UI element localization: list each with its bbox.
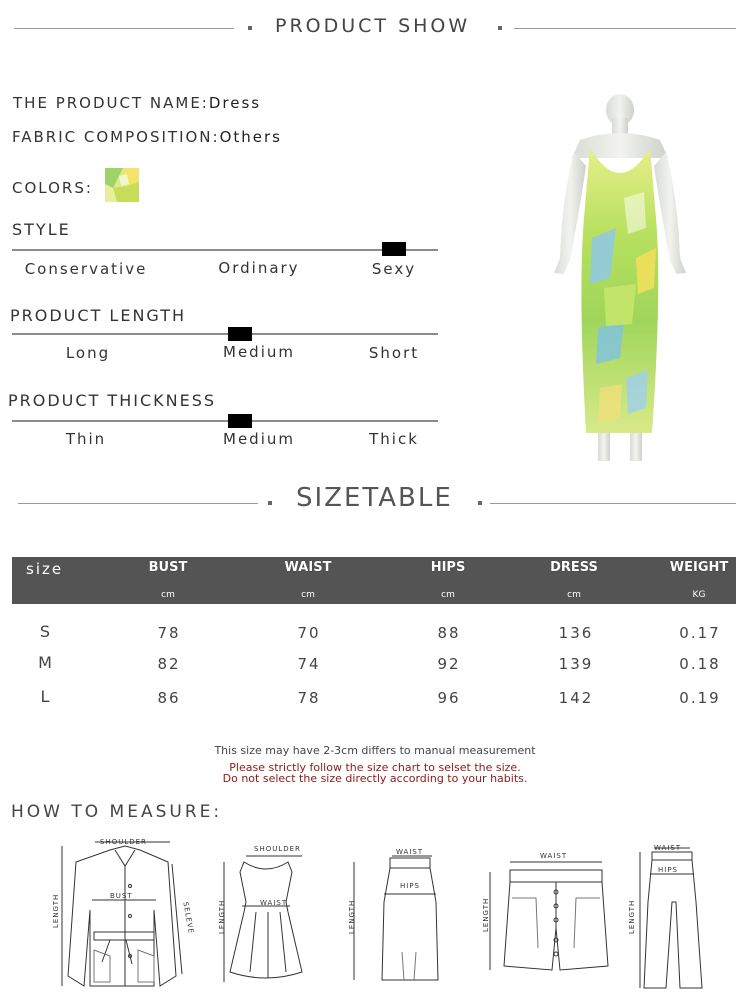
shorts-measure-diagram (476, 848, 616, 978)
table-cell: 82 (157, 655, 181, 673)
table-cell: 0.17 (679, 624, 721, 642)
table-cell: 96 (437, 689, 461, 707)
thickness-marker (228, 414, 252, 428)
length-scale (12, 333, 438, 335)
divider-dot (478, 501, 482, 505)
style-title: STYLE (12, 220, 71, 239)
thickness-option-1: Thin (65, 430, 107, 448)
table-cell: 0.19 (679, 689, 721, 707)
weight-header: WEIGHT (669, 560, 729, 575)
waist-header: WAIST (284, 560, 332, 575)
table-cell: 78 (157, 624, 181, 642)
waist-label: WAIST (654, 844, 682, 852)
style-option-3: Sexy (371, 260, 417, 278)
table-cell: 86 (157, 689, 181, 707)
weight-unit: KG (692, 590, 706, 600)
bust-unit: cm (161, 590, 175, 600)
colors-label: COLORS: (12, 179, 93, 197)
table-cell: 88 (437, 624, 461, 642)
product-show-title: PRODUCT SHOW (275, 15, 471, 37)
table-cell: 78 (297, 689, 321, 707)
measurement-note: This size may have 2-3cm differs to manual measurement (214, 744, 536, 757)
sizetable-title: SIZETABLE (296, 483, 453, 513)
fabric-label: FABRIC COMPOSITION: (12, 128, 220, 146)
dress-measure-diagram (216, 842, 306, 992)
length-label: LENGTH (218, 899, 226, 934)
table-cell: 142 (558, 689, 594, 707)
waist-label: WAIST (396, 848, 424, 856)
thickness-option-2: Medium (223, 430, 295, 448)
size-column-header: size (26, 560, 64, 578)
table-cell: 70 (297, 624, 321, 642)
hips-header: HIPS (430, 560, 466, 575)
length-label: LENGTH (348, 899, 356, 934)
table-cell: 139 (558, 655, 594, 673)
skirt-measure-diagram (342, 842, 452, 992)
table-cell: 136 (558, 624, 594, 642)
length-option-2: Medium (223, 343, 295, 361)
warning-note-1: Please strictly follow the size chart to selset the size. (229, 761, 521, 774)
table-cell: 0.18 (679, 655, 721, 673)
style-scale (12, 249, 438, 251)
style-option-1: Conservative (24, 260, 148, 278)
hips-unit: cm (441, 590, 455, 600)
fabric-row (12, 128, 282, 146)
size-table-header (12, 557, 736, 604)
shoulder-label: SHOULDER (254, 845, 301, 853)
length-option-3: Short (368, 344, 420, 362)
divider-dot (248, 26, 252, 30)
size-m: M (38, 653, 54, 672)
divider (490, 503, 736, 504)
thickness-scale (12, 420, 438, 422)
divider-dot (268, 501, 272, 505)
length-option-1: Long (65, 344, 111, 362)
product-name-row (13, 94, 261, 112)
length-label: LENGTH (482, 897, 490, 932)
product-photo[interactable] (540, 88, 700, 468)
shoulder-label: SHOULDER (100, 838, 147, 846)
pants-measure-diagram (624, 842, 724, 994)
style-option-2: Ordinary (218, 259, 300, 277)
length-marker (228, 327, 252, 341)
size-l: L (40, 687, 52, 706)
length-label: LENGTH (628, 899, 636, 934)
dress-header: DRESS (550, 560, 598, 575)
divider (514, 28, 736, 29)
product-name-value: Dress (208, 94, 262, 112)
length-label: LENGTH (52, 893, 60, 928)
sleeve-label: SELEVE (181, 901, 195, 935)
style-marker (382, 242, 406, 256)
bust-label: BUST (110, 892, 133, 900)
warning-note-2: Do not select the size directly according to your habits. (222, 772, 528, 785)
dress-unit: cm (567, 590, 581, 600)
divider (18, 503, 258, 504)
table-cell: 92 (437, 655, 461, 673)
length-title: PRODUCT LENGTH (10, 306, 187, 325)
waist-label: WAIST (540, 852, 568, 860)
color-swatch[interactable] (105, 168, 139, 202)
divider (14, 28, 234, 29)
divider-dot (498, 26, 502, 30)
bust-header: BUST (148, 560, 188, 575)
size-s: S (39, 622, 53, 641)
waist-label: WAIST (260, 899, 288, 907)
jacket-measure-diagram (50, 836, 200, 996)
thickness-option-3: Thick (369, 430, 419, 448)
thickness-title: PRODUCT THICKNESS (8, 391, 216, 410)
table-cell: 74 (297, 655, 321, 673)
hips-label: HIPS (658, 866, 678, 874)
how-to-measure-title: HOW TO MEASURE: (11, 802, 223, 822)
hips-label: HIPS (400, 882, 420, 890)
waist-unit: cm (301, 590, 315, 600)
product-name-label: THE PRODUCT NAME: (13, 94, 209, 112)
fabric-value: Others (219, 128, 282, 146)
